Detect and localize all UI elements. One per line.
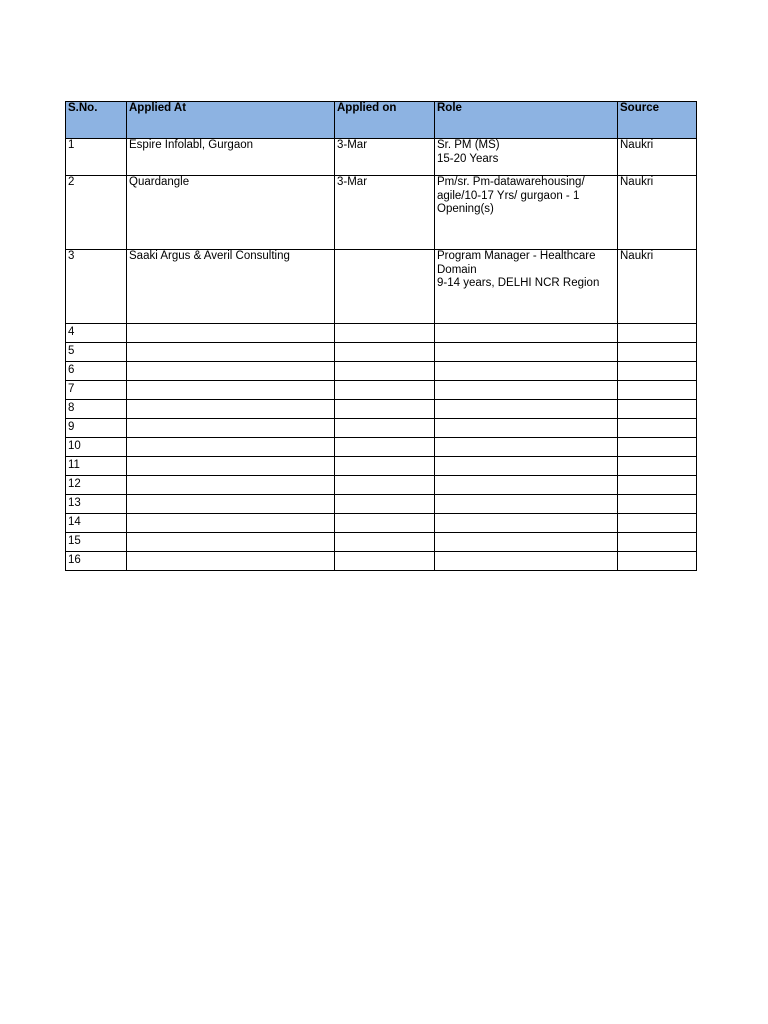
cell-sno: 4 — [66, 324, 127, 343]
header-row — [66, 102, 697, 139]
cell-role — [435, 362, 618, 381]
header-sno: S.No. — [66, 102, 127, 139]
cell-applied-on: 3-Mar — [335, 176, 435, 250]
cell-role — [435, 324, 618, 343]
cell-source — [618, 362, 697, 381]
cell-role — [435, 343, 618, 362]
table-row — [66, 381, 697, 400]
table-row — [66, 552, 697, 571]
cell-applied-on — [335, 457, 435, 476]
cell-applied-on — [335, 552, 435, 571]
cell-role — [435, 400, 618, 419]
cell-applied-at — [127, 400, 335, 419]
cell-role — [435, 533, 618, 552]
cell-sno: 3 — [66, 250, 127, 324]
table-row — [66, 438, 697, 457]
cell-source — [618, 438, 697, 457]
cell-sno: 1 — [66, 139, 127, 176]
table-row — [66, 324, 697, 343]
cell-role — [435, 419, 618, 438]
header-applied-on: Applied on — [335, 102, 435, 139]
cell-sno: 6 — [66, 362, 127, 381]
table-row — [66, 176, 697, 250]
cell-role — [435, 514, 618, 533]
cell-role — [435, 476, 618, 495]
cell-applied-at — [127, 495, 335, 514]
cell-applied-on — [335, 362, 435, 381]
cell-applied-at — [127, 457, 335, 476]
table-row — [66, 476, 697, 495]
cell-role: Program Manager - Healthcare Domain 9-14 years, DELHI NCR Region — [435, 250, 618, 324]
cell-role — [435, 552, 618, 571]
cell-source — [618, 324, 697, 343]
cell-source — [618, 514, 697, 533]
cell-sno: 8 — [66, 400, 127, 419]
cell-role — [435, 495, 618, 514]
cell-applied-on — [335, 400, 435, 419]
cell-sno: 15 — [66, 533, 127, 552]
cell-source: Naukri — [618, 139, 697, 176]
cell-role — [435, 438, 618, 457]
cell-applied-on — [335, 250, 435, 324]
cell-applied-at — [127, 533, 335, 552]
cell-applied-at — [127, 552, 335, 571]
cell-sno: 14 — [66, 514, 127, 533]
cell-applied-at — [127, 343, 335, 362]
cell-role: Pm/sr. Pm-datawarehousing/ agile/10-17 Yrs/ gurgaon - 1 Opening(s) — [435, 176, 618, 250]
cell-sno: 16 — [66, 552, 127, 571]
cell-source — [618, 457, 697, 476]
cell-sno: 9 — [66, 419, 127, 438]
cell-sno: 11 — [66, 457, 127, 476]
table-row — [66, 457, 697, 476]
cell-applied-on — [335, 533, 435, 552]
cell-role — [435, 381, 618, 400]
header-applied-at: Applied At — [127, 102, 335, 139]
cell-applied-on — [335, 476, 435, 495]
cell-source — [618, 419, 697, 438]
cell-source: Naukri — [618, 176, 697, 250]
cell-applied-on — [335, 419, 435, 438]
table-row — [66, 343, 697, 362]
header-source: Source — [618, 102, 697, 139]
cell-sno: 13 — [66, 495, 127, 514]
cell-applied-on: 3-Mar — [335, 139, 435, 176]
cell-applied-at: Espire Infolabl, Gurgaon — [127, 139, 335, 176]
empty-rows — [66, 324, 697, 571]
cell-source — [618, 400, 697, 419]
cell-sno: 7 — [66, 381, 127, 400]
cell-applied-at — [127, 324, 335, 343]
cell-applied-on — [335, 324, 435, 343]
cell-source — [618, 552, 697, 571]
cell-applied-at — [127, 476, 335, 495]
cell-source — [618, 476, 697, 495]
cell-applied-at — [127, 419, 335, 438]
cell-role: Sr. PM (MS) 15-20 Years — [435, 139, 618, 176]
cell-source — [618, 343, 697, 362]
cell-sno: 2 — [66, 176, 127, 250]
cell-applied-at: Saaki Argus & Averil Consulting — [127, 250, 335, 324]
table-row — [66, 362, 697, 381]
cell-applied-at — [127, 381, 335, 400]
cell-sno: 5 — [66, 343, 127, 362]
cell-applied-at — [127, 514, 335, 533]
table-row — [66, 250, 697, 324]
cell-sno: 10 — [66, 438, 127, 457]
table-row — [66, 514, 697, 533]
header-role: Role — [435, 102, 618, 139]
cell-applied-at — [127, 362, 335, 381]
table-row — [66, 419, 697, 438]
cell-applied-at — [127, 438, 335, 457]
cell-role — [435, 457, 618, 476]
cell-source: Naukri — [618, 250, 697, 324]
table-row — [66, 400, 697, 419]
cell-applied-on — [335, 343, 435, 362]
cell-applied-on — [335, 495, 435, 514]
table-row — [66, 495, 697, 514]
cell-source — [618, 533, 697, 552]
cell-applied-on — [335, 438, 435, 457]
cell-source — [618, 495, 697, 514]
cell-applied-on — [335, 514, 435, 533]
applications-table — [65, 101, 697, 571]
table-row — [66, 533, 697, 552]
table-row — [66, 139, 697, 176]
cell-applied-on — [335, 381, 435, 400]
cell-sno: 12 — [66, 476, 127, 495]
cell-source — [618, 381, 697, 400]
cell-applied-at: Quardangle — [127, 176, 335, 250]
